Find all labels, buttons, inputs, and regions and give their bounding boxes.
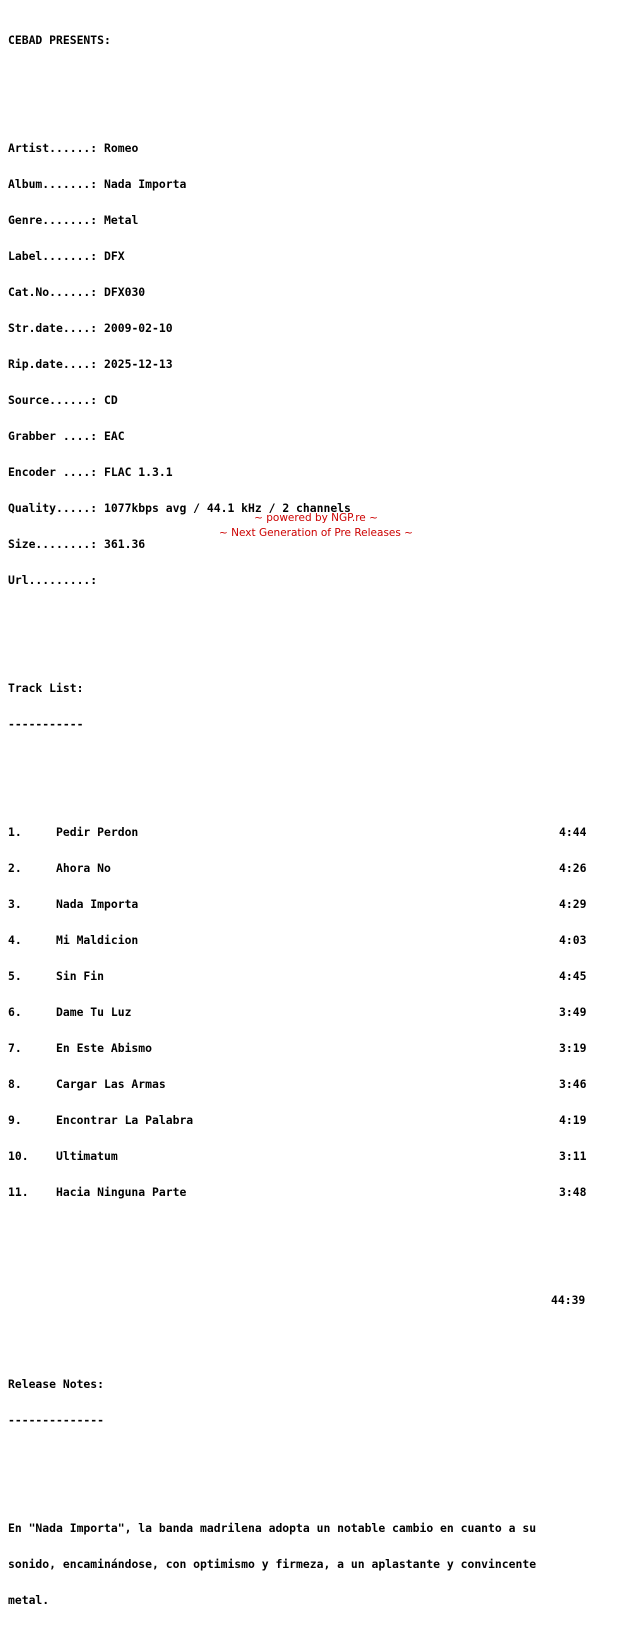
release-notes-line: metal. — [8, 1593, 50, 1607]
info-label: Cat.No......: — [8, 285, 98, 299]
track-duration: 4:26 — [559, 861, 587, 875]
track-row — [8, 970, 632, 982]
nfo-document — [8, 10, 632, 1642]
track-title: Nada Importa — [56, 897, 139, 911]
track-row — [8, 898, 632, 910]
track-number: 10. — [8, 1149, 29, 1163]
info-value: FLAC 1.3.1 — [104, 465, 173, 479]
info-value: 361.36 — [104, 537, 146, 551]
info-label: Genre.......: — [8, 213, 98, 227]
track-duration: 3:11 — [559, 1149, 587, 1163]
track-title: Dame Tu Luz — [56, 1005, 132, 1019]
track-duration: 4:45 — [559, 969, 587, 983]
info-value: 2025-12-13 — [104, 357, 173, 371]
track-number: 2. — [8, 861, 22, 875]
info-label: Rip.date....: — [8, 357, 98, 371]
track-row — [8, 934, 632, 946]
track-duration: 3:19 — [559, 1041, 587, 1055]
info-row-catno — [8, 286, 632, 298]
header-title: CEBAD PRESENTS: — [8, 33, 111, 47]
total-duration-row — [8, 1294, 632, 1306]
track-title: Sin Fin — [56, 969, 105, 983]
track-number: 4. — [8, 933, 22, 947]
tracklist-underline: ----------- — [8, 717, 84, 731]
track-number: 5. — [8, 969, 22, 983]
info-label: Size........: — [8, 537, 98, 551]
info-row-artist — [8, 142, 632, 154]
info-row-url — [8, 574, 632, 586]
info-row-strdate — [8, 322, 632, 334]
info-value: DFX — [104, 249, 125, 263]
track-row — [8, 826, 632, 838]
track-title: Encontrar La Palabra — [56, 1113, 194, 1127]
track-duration: 3:46 — [559, 1077, 587, 1091]
info-value: Metal — [104, 213, 139, 227]
track-title: Cargar Las Armas — [56, 1077, 166, 1091]
info-row-genre — [8, 214, 632, 226]
info-value: 1077kbps avg / 44.1 kHz / 2 channels — [104, 501, 351, 515]
info-label: Str.date....: — [8, 321, 98, 335]
footer-tagline: ~ Next Generation of Pre Releases ~ — [219, 527, 413, 539]
info-row-label — [8, 250, 632, 262]
track-duration: 4:29 — [559, 897, 587, 911]
info-row-album — [8, 178, 632, 190]
track-number: 7. — [8, 1041, 22, 1055]
info-label: Source......: — [8, 393, 98, 407]
track-title: Mi Maldicion — [56, 933, 139, 947]
info-label: Artist......: — [8, 141, 98, 155]
track-title: Hacia Ninguna Parte — [56, 1185, 187, 1199]
info-value: EAC — [104, 429, 125, 443]
track-title: Ahora No — [56, 861, 111, 875]
track-duration: 3:49 — [559, 1005, 587, 1019]
info-value: Romeo — [104, 141, 139, 155]
track-number: 6. — [8, 1005, 22, 1019]
release-notes-heading: Release Notes: — [8, 1377, 105, 1391]
info-value: DFX030 — [104, 285, 146, 299]
track-title: Pedir Perdon — [56, 825, 139, 839]
track-row — [8, 1114, 632, 1126]
track-row — [8, 1078, 632, 1090]
track-number: 8. — [8, 1077, 22, 1091]
footer-powered-by: ~ powered by NGP.re ~ — [254, 512, 378, 524]
info-label: Url.........: — [8, 573, 98, 587]
info-row-grabber — [8, 430, 632, 442]
tracklist-heading: Track List: — [8, 681, 84, 695]
track-list — [8, 802, 632, 1222]
track-duration: 4:44 — [559, 825, 587, 839]
release-notes-underline: -------------- — [8, 1413, 105, 1427]
track-number: 1. — [8, 825, 22, 839]
release-notes-body — [8, 1498, 632, 1630]
release-notes-line: En "Nada Importa", la banda madrilena adopta un notable cambio en cuanto a su — [8, 1521, 537, 1535]
info-label: Grabber ....: — [8, 429, 98, 443]
track-row — [8, 862, 632, 874]
track-number: 11. — [8, 1185, 29, 1199]
info-row-size — [8, 538, 632, 550]
info-value: Nada Importa — [104, 177, 187, 191]
track-title: En Este Abismo — [56, 1041, 153, 1055]
track-row — [8, 1006, 632, 1018]
track-duration: 3:48 — [559, 1185, 587, 1199]
info-row-source — [8, 394, 632, 406]
release-notes-line: sonido, encaminándose, con optimismo y firmeza, a un aplastante y convincente — [8, 1557, 537, 1571]
total-duration: 44:39 — [551, 1293, 586, 1307]
track-title: Ultimatum — [56, 1149, 118, 1163]
info-value: CD — [104, 393, 118, 407]
track-row — [8, 1042, 632, 1054]
track-number: 9. — [8, 1113, 22, 1127]
track-duration: 4:19 — [559, 1113, 587, 1127]
info-label: Label.......: — [8, 249, 98, 263]
track-duration: 4:03 — [559, 933, 587, 947]
track-number: 3. — [8, 897, 22, 911]
info-value: 2009-02-10 — [104, 321, 173, 335]
track-row — [8, 1186, 632, 1198]
track-row — [8, 1150, 632, 1162]
info-label: Encoder ....: — [8, 465, 98, 479]
info-label: Album.......: — [8, 177, 98, 191]
info-row-ripdate — [8, 358, 632, 370]
info-row-encoder — [8, 466, 632, 478]
info-label: Quality.....: — [8, 501, 98, 515]
